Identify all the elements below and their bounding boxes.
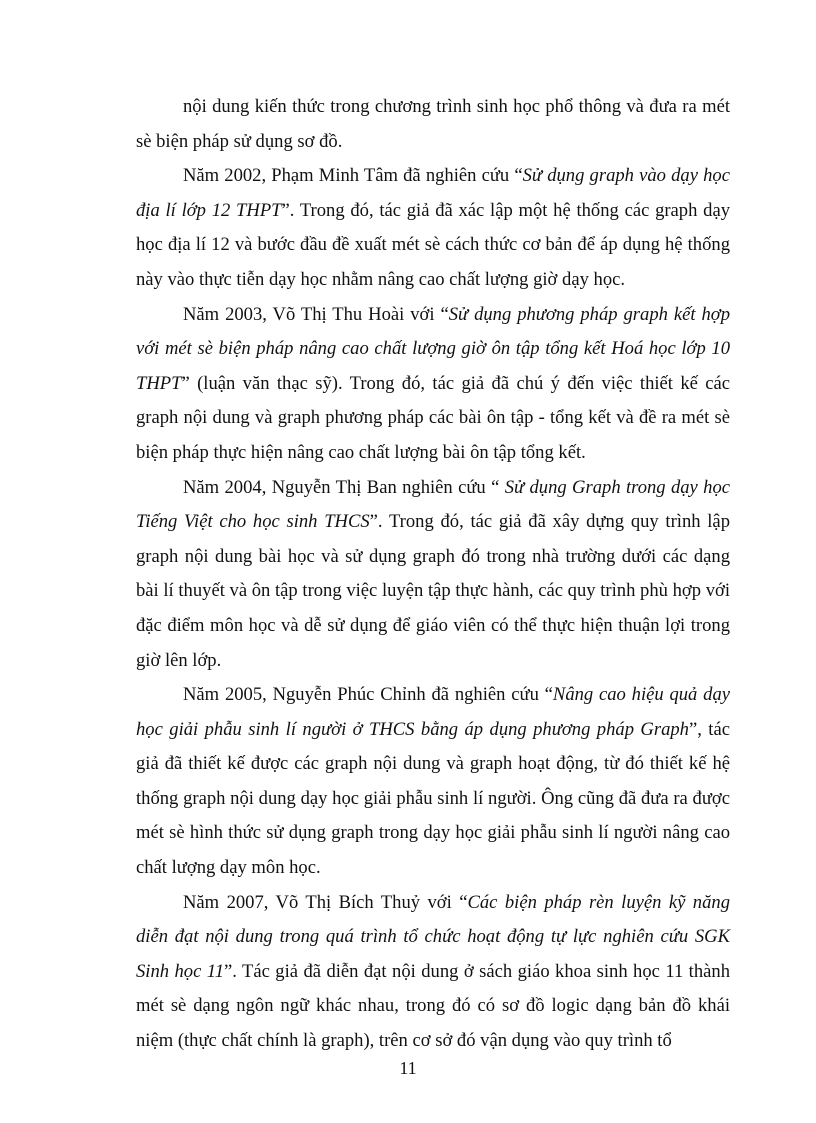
paragraph-text: ” (luận văn thạc sỹ). Trong đó, tác giả đã chú ý đến việc thiết kế các graph nội dung và graph phương pháp các bài ôn tập - tổng kết và đề ra mét sè biện pháp thực hiện nâng cao chất lượng bài ôn tập tổng kết. — [136, 372, 730, 463]
paragraph-text: Năm 2002, Phạm Minh Tâm đã nghiên cứu “ — [183, 165, 523, 187]
cited-title: Sử dụng Graph trong dạy học Tiếng Việt cho học sinh THCS — [136, 476, 731, 533]
paragraph-2005 — [136, 678, 730, 886]
paragraph-2002 — [136, 159, 730, 297]
paragraph-text: nội dung kiến thức trong chương trình sinh học phổ thông và đưa ra mét sè biện pháp sử dụng sơ đồ. — [136, 96, 730, 152]
paragraph-text: Năm 2005, Nguyễn Phúc Chỉnh đã nghiên cứu “ — [183, 684, 553, 706]
cited-title: Sử dụng graph vào dạy học địa lí lớp 12 THPT — [136, 165, 730, 221]
paragraph-text: ”, tác giả đã thiết kế được các graph nội dung và graph hoạt động, từ đó thiết kế hệ thống graph nội dung dạy học giải phẫu sinh lí người. Ông cũng đã đưa ra được mét sè hình thức sử dụng graph trong dạy học giải phẫu sinh lí người nâng cao chất lượng dạy môn học. — [136, 718, 730, 879]
paragraph-text: Năm 2004, Nguyễn Thị Ban nghiên cứu “ — [183, 476, 505, 498]
body-text — [136, 90, 730, 1059]
paragraph-text: ”. Trong đó, tác giả đã xác lập một hệ thống các graph dạy học địa lí 12 và bước đầu đề xuất mét sè cách thức cơ bản để áp dụng hệ thống này vào thực tiễn dạy học nhằm nâng cao chất lượng giờ dạy học. — [136, 199, 730, 290]
cited-title: Sử dụng phương pháp graph kết hợp với mét sè biện pháp nâng cao chất lượng giờ ôn tập tổng kết Hoá học lớp 10 THPT — [136, 303, 730, 394]
paragraph-text: ”. Tác giả đã diễn đạt nội dung ở sách giáo khoa sinh học 11 thành mét sè dạng ngôn ngữ khác nhau, trong đó có sơ đồ logic dạng bản đồ khái niệm (thực chất chính là graph), trên cơ sở đó vận dụng vào quy trình tổ — [136, 960, 730, 1052]
cited-title: Các biện pháp rèn luyện kỹ năng diễn đạt nội dung trong quá trình tổ chức hoạt động tự lực nghiên cứu SGK Sinh học 11 — [136, 891, 730, 982]
page-number: 11 — [399, 1058, 417, 1078]
paragraph-text: Năm 2003, Võ Thị Thu Hoài với “ — [183, 303, 449, 325]
paragraph-2004 — [136, 471, 730, 679]
paragraph-text: Năm 2007, Võ Thị Bích Thuỷ với “ — [183, 891, 468, 913]
paragraph-2007 — [136, 886, 730, 1059]
paragraph-2003 — [136, 298, 730, 471]
paragraph-text: ”. Trong đó, tác giả đã xây dựng quy trình lập graph nội dung bài học và sử dụng graph đó trong nhà trường dưới các dạng bài lí thuyết và ôn tập trong việc luyện tập thực hành, các quy trình phù hợp với đặc điểm môn học và dễ sử dụng để giáo viên có thể thực hiện thuận lợi trong giờ lên lớp. — [136, 511, 730, 671]
cited-title: Nâng cao hiệu quả dạy học giải phẫu sinh lí người ở THCS bằng áp dụng phương pháp Graph — [136, 684, 731, 740]
paragraph-continuation — [136, 90, 730, 159]
